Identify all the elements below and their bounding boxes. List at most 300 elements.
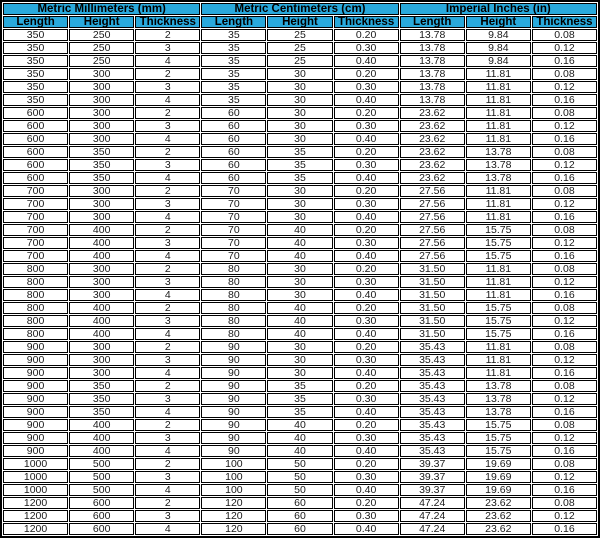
cell: 900 — [3, 367, 68, 379]
table-row — [3, 315, 597, 327]
cell: 9.84 — [466, 55, 531, 67]
cell: 35 — [201, 81, 266, 93]
table-row — [3, 94, 597, 106]
table-row — [3, 432, 597, 444]
cell: 2 — [135, 107, 200, 119]
cell: 3 — [135, 81, 200, 93]
cell: 4 — [135, 445, 200, 457]
cell: 500 — [69, 471, 134, 483]
cell: 23.62 — [400, 133, 465, 145]
cell: 0.20 — [334, 302, 399, 314]
column-header-cm-height: Height — [267, 16, 332, 28]
cell: 2 — [135, 419, 200, 431]
cell: 800 — [3, 276, 68, 288]
cell: 27.56 — [400, 237, 465, 249]
cell: 30 — [267, 120, 332, 132]
cell: 1200 — [3, 497, 68, 509]
cell: 80 — [201, 315, 266, 327]
cell: 31.50 — [400, 328, 465, 340]
cell: 400 — [69, 250, 134, 262]
cell: 40 — [267, 302, 332, 314]
table-row — [3, 211, 597, 223]
cell: 0.30 — [334, 510, 399, 522]
cell: 11.81 — [466, 133, 531, 145]
cell: 0.20 — [334, 341, 399, 353]
cell: 23.62 — [400, 159, 465, 171]
cell: 60 — [201, 120, 266, 132]
cell: 11.81 — [466, 68, 531, 80]
cell: 11.81 — [466, 107, 531, 119]
cell: 1000 — [3, 471, 68, 483]
cell: 2 — [135, 380, 200, 392]
cell: 35 — [267, 172, 332, 184]
cell: 15.75 — [466, 445, 531, 457]
cell: 2 — [135, 185, 200, 197]
cell: 0.08 — [532, 68, 597, 80]
cell: 600 — [3, 107, 68, 119]
cell: 4 — [135, 172, 200, 184]
table-row — [3, 146, 597, 158]
cell: 0.30 — [334, 237, 399, 249]
cell: 300 — [69, 367, 134, 379]
cell: 80 — [201, 276, 266, 288]
cell: 13.78 — [400, 55, 465, 67]
cell: 900 — [3, 380, 68, 392]
table-row — [3, 224, 597, 236]
cell: 27.56 — [400, 198, 465, 210]
cell: 19.69 — [466, 458, 531, 470]
cell: 13.78 — [400, 42, 465, 54]
table-row — [3, 172, 597, 184]
cell: 600 — [69, 510, 134, 522]
cell: 40 — [267, 445, 332, 457]
table-row — [3, 289, 597, 301]
cell: 0.40 — [334, 250, 399, 262]
cell: 400 — [69, 224, 134, 236]
cell: 0.20 — [334, 107, 399, 119]
cell: 4 — [135, 484, 200, 496]
cell: 700 — [3, 185, 68, 197]
cell: 47.24 — [400, 523, 465, 535]
cell: 60 — [201, 146, 266, 158]
cell: 1200 — [3, 523, 68, 535]
cell: 0.20 — [334, 68, 399, 80]
table-row — [3, 393, 597, 405]
cell: 120 — [201, 510, 266, 522]
cell: 35 — [267, 146, 332, 158]
cell: 90 — [201, 432, 266, 444]
cell: 300 — [69, 211, 134, 223]
cell: 350 — [69, 393, 134, 405]
cell: 23.62 — [400, 120, 465, 132]
cell: 900 — [3, 419, 68, 431]
cell: 13.78 — [400, 94, 465, 106]
table-row — [3, 380, 597, 392]
cell: 13.78 — [466, 159, 531, 171]
cell: 25 — [267, 29, 332, 41]
cell: 13.78 — [466, 172, 531, 184]
table-row — [3, 237, 597, 249]
cell: 0.16 — [532, 406, 597, 418]
cell: 0.12 — [532, 120, 597, 132]
cell: 2 — [135, 302, 200, 314]
cell: 300 — [69, 354, 134, 366]
cell: 35 — [267, 380, 332, 392]
cell: 600 — [3, 133, 68, 145]
cell: 60 — [201, 159, 266, 171]
cell: 0.12 — [532, 315, 597, 327]
cell: 3 — [135, 198, 200, 210]
cell: 80 — [201, 263, 266, 275]
cell: 80 — [201, 289, 266, 301]
cell: 31.50 — [400, 263, 465, 275]
cell: 4 — [135, 406, 200, 418]
cell: 11.81 — [466, 354, 531, 366]
section-header-imperial-in: Imperial Inches (in) — [400, 3, 597, 15]
cell: 27.56 — [400, 185, 465, 197]
cell: 30 — [267, 185, 332, 197]
cell: 0.30 — [334, 276, 399, 288]
table-row — [3, 419, 597, 431]
table-row — [3, 510, 597, 522]
column-header-in-thickness: Thickness — [532, 16, 597, 28]
cell: 50 — [267, 458, 332, 470]
cell: 0.30 — [334, 81, 399, 93]
cell: 300 — [69, 185, 134, 197]
cell: 3 — [135, 510, 200, 522]
cell: 0.40 — [334, 94, 399, 106]
cell: 3 — [135, 471, 200, 483]
table-row — [3, 523, 597, 535]
cell: 13.78 — [400, 29, 465, 41]
table-row — [3, 185, 597, 197]
cell: 4 — [135, 55, 200, 67]
cell: 15.75 — [466, 419, 531, 431]
cell: 4 — [135, 94, 200, 106]
cell: 500 — [69, 458, 134, 470]
cell: 300 — [69, 289, 134, 301]
cell: 0.16 — [532, 523, 597, 535]
cell: 1000 — [3, 458, 68, 470]
cell: 31.50 — [400, 289, 465, 301]
table-row — [3, 354, 597, 366]
cell: 0.30 — [334, 159, 399, 171]
cell: 800 — [3, 289, 68, 301]
cell: 0.08 — [532, 380, 597, 392]
table-row — [3, 302, 597, 314]
cell: 30 — [267, 81, 332, 93]
cell: 300 — [69, 94, 134, 106]
cell: 80 — [201, 302, 266, 314]
cell: 300 — [69, 263, 134, 275]
table-row — [3, 81, 597, 93]
cell: 0.40 — [334, 328, 399, 340]
cell: 13.78 — [466, 380, 531, 392]
cell: 35.43 — [400, 393, 465, 405]
cell: 300 — [69, 68, 134, 80]
cell: 27.56 — [400, 211, 465, 223]
cell: 15.75 — [466, 328, 531, 340]
cell: 0.30 — [334, 393, 399, 405]
cell: 2 — [135, 29, 200, 41]
cell: 4 — [135, 289, 200, 301]
cell: 1200 — [3, 510, 68, 522]
cell: 4 — [135, 328, 200, 340]
cell: 350 — [69, 159, 134, 171]
cell: 90 — [201, 367, 266, 379]
cell: 30 — [267, 263, 332, 275]
cell: 0.08 — [532, 224, 597, 236]
cell: 0.16 — [532, 367, 597, 379]
cell: 3 — [135, 393, 200, 405]
cell: 35 — [267, 393, 332, 405]
cell: 40 — [267, 328, 332, 340]
cell: 3 — [135, 159, 200, 171]
cell: 11.81 — [466, 367, 531, 379]
cell: 70 — [201, 224, 266, 236]
cell: 0.30 — [334, 354, 399, 366]
cell: 25 — [267, 55, 332, 67]
cell: 0.12 — [532, 393, 597, 405]
cell: 30 — [267, 276, 332, 288]
cell: 100 — [201, 458, 266, 470]
cell: 30 — [267, 211, 332, 223]
cell: 11.81 — [466, 94, 531, 106]
table-row — [3, 328, 597, 340]
cell: 15.75 — [466, 250, 531, 262]
cell: 600 — [3, 120, 68, 132]
cell: 40 — [267, 250, 332, 262]
cell: 0.30 — [334, 198, 399, 210]
cell: 0.12 — [532, 159, 597, 171]
cell: 35.43 — [400, 380, 465, 392]
cell: 30 — [267, 68, 332, 80]
cell: 350 — [69, 406, 134, 418]
table-row — [3, 445, 597, 457]
cell: 400 — [69, 445, 134, 457]
cell: 50 — [267, 471, 332, 483]
cell: 11.81 — [466, 341, 531, 353]
cell: 30 — [267, 354, 332, 366]
table-row — [3, 497, 597, 509]
cell: 0.12 — [532, 42, 597, 54]
table-row — [3, 471, 597, 483]
cell: 60 — [267, 497, 332, 509]
cell: 900 — [3, 445, 68, 457]
cell: 35 — [267, 406, 332, 418]
cell: 0.12 — [532, 354, 597, 366]
cell: 70 — [201, 185, 266, 197]
cell: 70 — [201, 237, 266, 249]
cell: 350 — [3, 55, 68, 67]
cell: 35.43 — [400, 432, 465, 444]
cell: 60 — [201, 172, 266, 184]
cell: 27.56 — [400, 250, 465, 262]
cell: 800 — [3, 315, 68, 327]
cell: 15.75 — [466, 432, 531, 444]
cell: 0.40 — [334, 211, 399, 223]
cell: 0.12 — [532, 81, 597, 93]
cell: 3 — [135, 354, 200, 366]
table-row — [3, 68, 597, 80]
table-row — [3, 159, 597, 171]
cell: 800 — [3, 302, 68, 314]
cell: 400 — [69, 315, 134, 327]
table-header — [3, 3, 597, 28]
cell: 80 — [201, 328, 266, 340]
cell: 35.43 — [400, 445, 465, 457]
cell: 0.16 — [532, 211, 597, 223]
cell: 35.43 — [400, 354, 465, 366]
cell: 0.08 — [532, 302, 597, 314]
cell: 0.20 — [334, 458, 399, 470]
cell: 0.16 — [532, 289, 597, 301]
cell: 0.12 — [532, 237, 597, 249]
cell: 2 — [135, 341, 200, 353]
cell: 0.30 — [334, 315, 399, 327]
cell: 3 — [135, 120, 200, 132]
cell: 47.24 — [400, 510, 465, 522]
column-header-cm-thickness: Thickness — [334, 16, 399, 28]
cell: 9.84 — [466, 42, 531, 54]
cell: 4 — [135, 523, 200, 535]
cell: 350 — [3, 81, 68, 93]
cell: 0.16 — [532, 172, 597, 184]
cell: 100 — [201, 484, 266, 496]
cell: 0.20 — [334, 263, 399, 275]
cell: 900 — [3, 354, 68, 366]
cell: 0.30 — [334, 120, 399, 132]
cell: 600 — [69, 523, 134, 535]
cell: 11.81 — [466, 185, 531, 197]
cell: 0.08 — [532, 263, 597, 275]
cell: 23.62 — [466, 510, 531, 522]
table-row — [3, 198, 597, 210]
cell: 70 — [201, 250, 266, 262]
cell: 500 — [69, 484, 134, 496]
cell: 30 — [267, 289, 332, 301]
cell: 90 — [201, 341, 266, 353]
cell: 60 — [267, 523, 332, 535]
cell: 300 — [69, 120, 134, 132]
cell: 40 — [267, 224, 332, 236]
cell: 4 — [135, 133, 200, 145]
cell: 15.75 — [466, 315, 531, 327]
cell: 0.40 — [334, 55, 399, 67]
cell: 35.43 — [400, 406, 465, 418]
cell: 350 — [69, 146, 134, 158]
cell: 0.40 — [334, 289, 399, 301]
cell: 250 — [69, 29, 134, 41]
section-header-metric-mm: Metric Millimeters (mm) — [3, 3, 200, 15]
cell: 11.81 — [466, 276, 531, 288]
cell: 900 — [3, 341, 68, 353]
cell: 11.81 — [466, 81, 531, 93]
cell: 0.20 — [334, 497, 399, 509]
cell: 13.78 — [466, 146, 531, 158]
cell: 60 — [201, 107, 266, 119]
cell: 0.08 — [532, 341, 597, 353]
cell: 350 — [69, 380, 134, 392]
cell: 13.78 — [466, 393, 531, 405]
cell: 13.78 — [466, 406, 531, 418]
cell: 30 — [267, 367, 332, 379]
cell: 30 — [267, 198, 332, 210]
cell: 35 — [201, 42, 266, 54]
table-row — [3, 250, 597, 262]
cell: 3 — [135, 432, 200, 444]
cell: 700 — [3, 224, 68, 236]
cell: 0.16 — [532, 94, 597, 106]
column-header-row — [3, 16, 597, 28]
cell: 40 — [267, 237, 332, 249]
cell: 350 — [3, 42, 68, 54]
table-row — [3, 120, 597, 132]
cell: 400 — [69, 432, 134, 444]
cell: 2 — [135, 497, 200, 509]
cell: 39.37 — [400, 458, 465, 470]
cell: 40 — [267, 432, 332, 444]
cell: 39.37 — [400, 471, 465, 483]
table-body — [3, 29, 597, 535]
cell: 90 — [201, 406, 266, 418]
table-row — [3, 263, 597, 275]
cell: 350 — [3, 29, 68, 41]
cell: 39.37 — [400, 484, 465, 496]
cell: 40 — [267, 419, 332, 431]
cell: 19.69 — [466, 484, 531, 496]
table-row — [3, 406, 597, 418]
cell: 300 — [69, 107, 134, 119]
cell: 400 — [69, 237, 134, 249]
cell: 250 — [69, 42, 134, 54]
cell: 0.12 — [532, 198, 597, 210]
cell: 70 — [201, 198, 266, 210]
cell: 90 — [201, 445, 266, 457]
cell: 35 — [201, 55, 266, 67]
cell: 120 — [201, 497, 266, 509]
table-row — [3, 107, 597, 119]
cell: 11.81 — [466, 263, 531, 275]
cell: 0.08 — [532, 107, 597, 119]
table-row — [3, 341, 597, 353]
cell: 2 — [135, 224, 200, 236]
cell: 15.75 — [466, 302, 531, 314]
cell: 0.20 — [334, 419, 399, 431]
cell: 300 — [69, 198, 134, 210]
cell: 0.40 — [334, 445, 399, 457]
cell: 3 — [135, 42, 200, 54]
cell: 23.62 — [466, 497, 531, 509]
cell: 0.20 — [334, 29, 399, 41]
cell: 0.16 — [532, 55, 597, 67]
cell: 27.56 — [400, 224, 465, 236]
cell: 0.12 — [532, 432, 597, 444]
cell: 1000 — [3, 484, 68, 496]
cell: 0.30 — [334, 42, 399, 54]
cell: 0.40 — [334, 133, 399, 145]
cell: 300 — [69, 341, 134, 353]
cell: 900 — [3, 432, 68, 444]
cell: 35.43 — [400, 341, 465, 353]
cell: 50 — [267, 484, 332, 496]
cell: 700 — [3, 198, 68, 210]
cell: 0.40 — [334, 484, 399, 496]
cell: 600 — [3, 159, 68, 171]
cell: 0.08 — [532, 497, 597, 509]
cell: 0.20 — [334, 224, 399, 236]
cell: 600 — [3, 146, 68, 158]
